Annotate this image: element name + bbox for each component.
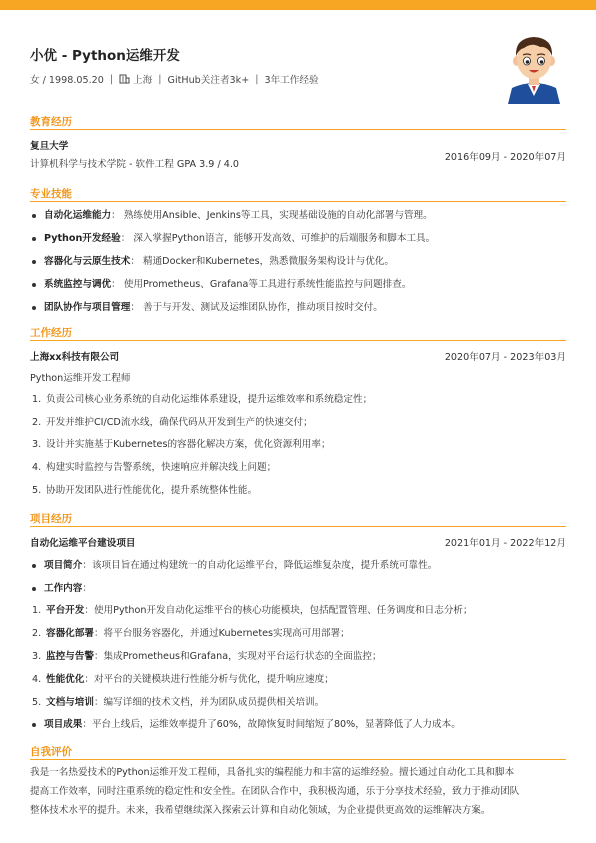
list-number: 1. xyxy=(32,605,42,616)
section-title-self-evaluation: 自我评价 xyxy=(30,746,72,758)
section-title-projects: 项目经历 xyxy=(30,513,72,525)
top-accent-bar xyxy=(0,0,596,10)
bullet-icon xyxy=(32,306,36,310)
education-period: 2016年09月 - 2020年07月 xyxy=(444,152,566,163)
project-task: 文档与培训：编写详细的技术文档，并为团队成员提供相关培训。 xyxy=(46,697,325,708)
separator: | xyxy=(255,73,259,85)
bullet-icon xyxy=(32,237,36,241)
separator: | xyxy=(109,73,114,85)
bullet-icon xyxy=(32,587,36,591)
basic-info-line xyxy=(30,72,319,86)
work-period: 2020年07月 - 2023年03月 xyxy=(444,352,566,363)
list-number: 4. xyxy=(32,462,42,473)
skill-item: 容器化与云原生技术： 精通Docker和Kubernetes，熟悉微服务架构设计与优化。 xyxy=(44,256,394,267)
list-number: 2. xyxy=(32,628,42,639)
work-years: 3年工作经验 xyxy=(264,75,319,86)
section-title-education: 教育经历 xyxy=(30,116,72,128)
work-item: 构建实时监控与告警系统，快速响应并解决线上问题； xyxy=(46,462,277,473)
bullet-icon xyxy=(32,214,36,218)
self-evaluation-line: 提高工作效率，同时注重系统的稳定性和安全性。在团队合作中，我积极沟通，乐于分享技术经验，致力于推动团队 xyxy=(30,786,520,797)
skill-item: 团队协作与项目管理： 善于与开发、测试及运维团队协作，推动项目按时交付。 xyxy=(44,302,383,313)
section-divider xyxy=(30,526,566,527)
project-intro: 项目简介：该项目旨在通过构建统一的自动化运维平台，降低运维复杂度，提升系统可靠性。 xyxy=(44,560,438,571)
section-divider xyxy=(30,201,566,202)
avatar xyxy=(502,28,566,104)
company-name: 上海xx科技有限公司 xyxy=(30,352,120,363)
project-period: 2021年01月 - 2022年12月 xyxy=(444,538,566,549)
gender-birth: 女 / 1998.05.20 xyxy=(30,75,104,86)
list-number: 3. xyxy=(32,651,42,662)
skill-item: 系统监控与调优： 使用Prometheus、Grafana等工具进行系统性能监控与问题排查。 xyxy=(44,279,412,290)
building-icon xyxy=(119,74,130,84)
education-detail: 计算机科学与技术学院 - 软件工程 GPA 3.9 / 4.0 xyxy=(30,159,239,170)
skill-item: Python开发经验： 深入掌握Python语言，能够开发高效、可维护的后端服务和脚本工具。 xyxy=(44,233,436,244)
project-task: 平台开发：使用Python开发自动化运维平台的核心功能模块，包括配置管理、任务调度和日志分析； xyxy=(46,605,473,616)
section-divider xyxy=(30,759,566,760)
project-task: 性能优化：对平台的关键模块进行性能分析与优化，提升响应速度； xyxy=(46,674,334,685)
work-item: 设计并实施基于Kubernetes的容器化解决方案，优化资源利用率； xyxy=(46,439,331,450)
job-title: Python运维开发工程师 xyxy=(30,373,131,384)
school-name: 复旦大学 xyxy=(30,141,69,152)
work-item: 开发并维护CI/CD流水线，确保代码从开发到生产的快速交付； xyxy=(46,417,313,428)
project-task: 容器化部署：将平台服务容器化，并通过Kubernetes实现高可用部署； xyxy=(46,628,350,639)
bullet-icon xyxy=(32,564,36,568)
list-number: 3. xyxy=(32,439,42,450)
list-number: 1. xyxy=(32,394,42,405)
github-followers: GitHub关注者3k+ xyxy=(167,75,250,86)
section-divider xyxy=(30,340,566,341)
list-number: 4. xyxy=(32,674,42,685)
section-title-skills: 专业技能 xyxy=(30,188,72,200)
section-divider xyxy=(30,129,566,130)
list-number: 2. xyxy=(32,417,42,428)
work-item: 协助开发团队进行性能优化，提升系统整体性能。 xyxy=(46,485,258,496)
bullet-icon xyxy=(32,283,36,287)
project-name: 自动化运维平台建设项目 xyxy=(30,538,136,549)
location: 上海 xyxy=(133,75,153,86)
separator: | xyxy=(158,73,162,85)
section-title-work: 工作经历 xyxy=(30,327,72,339)
skill-item: 自动化运维能力： 熟练使用Ansible、Jenkins等工具，实现基础设施的自动化部署与管理。 xyxy=(44,210,433,221)
project-content-label: 工作内容： xyxy=(44,583,92,594)
project-task: 监控与告警：集成Prometheus和Grafana，实现对平台运行状态的全面监控； xyxy=(46,651,382,662)
project-result: 项目成果：平台上线后，运维效率提升了60%，故障恢复时间缩短了80%，显著降低了人力成本。 xyxy=(44,719,461,730)
bullet-icon xyxy=(32,723,36,727)
work-item: 负责公司核心业务系统的自动化运维体系建设，提升运维效率和系统稳定性； xyxy=(46,394,373,405)
list-number: 5. xyxy=(32,697,42,708)
candidate-name: 小优 - Python运维开发 xyxy=(30,48,180,64)
self-evaluation-line: 整体技术水平的提升。未来，我希望继续深入探索云计算和自动化领域，为企业提供更高效的运维解决方案。 xyxy=(30,805,491,816)
self-evaluation-line: 我是一名热爱技术的Python运维开发工程师，具备扎实的编程能力和丰富的运维经验。擅长通过自动化工具和脚本 xyxy=(30,767,515,778)
bullet-icon xyxy=(32,260,36,264)
list-number: 5. xyxy=(32,485,42,496)
